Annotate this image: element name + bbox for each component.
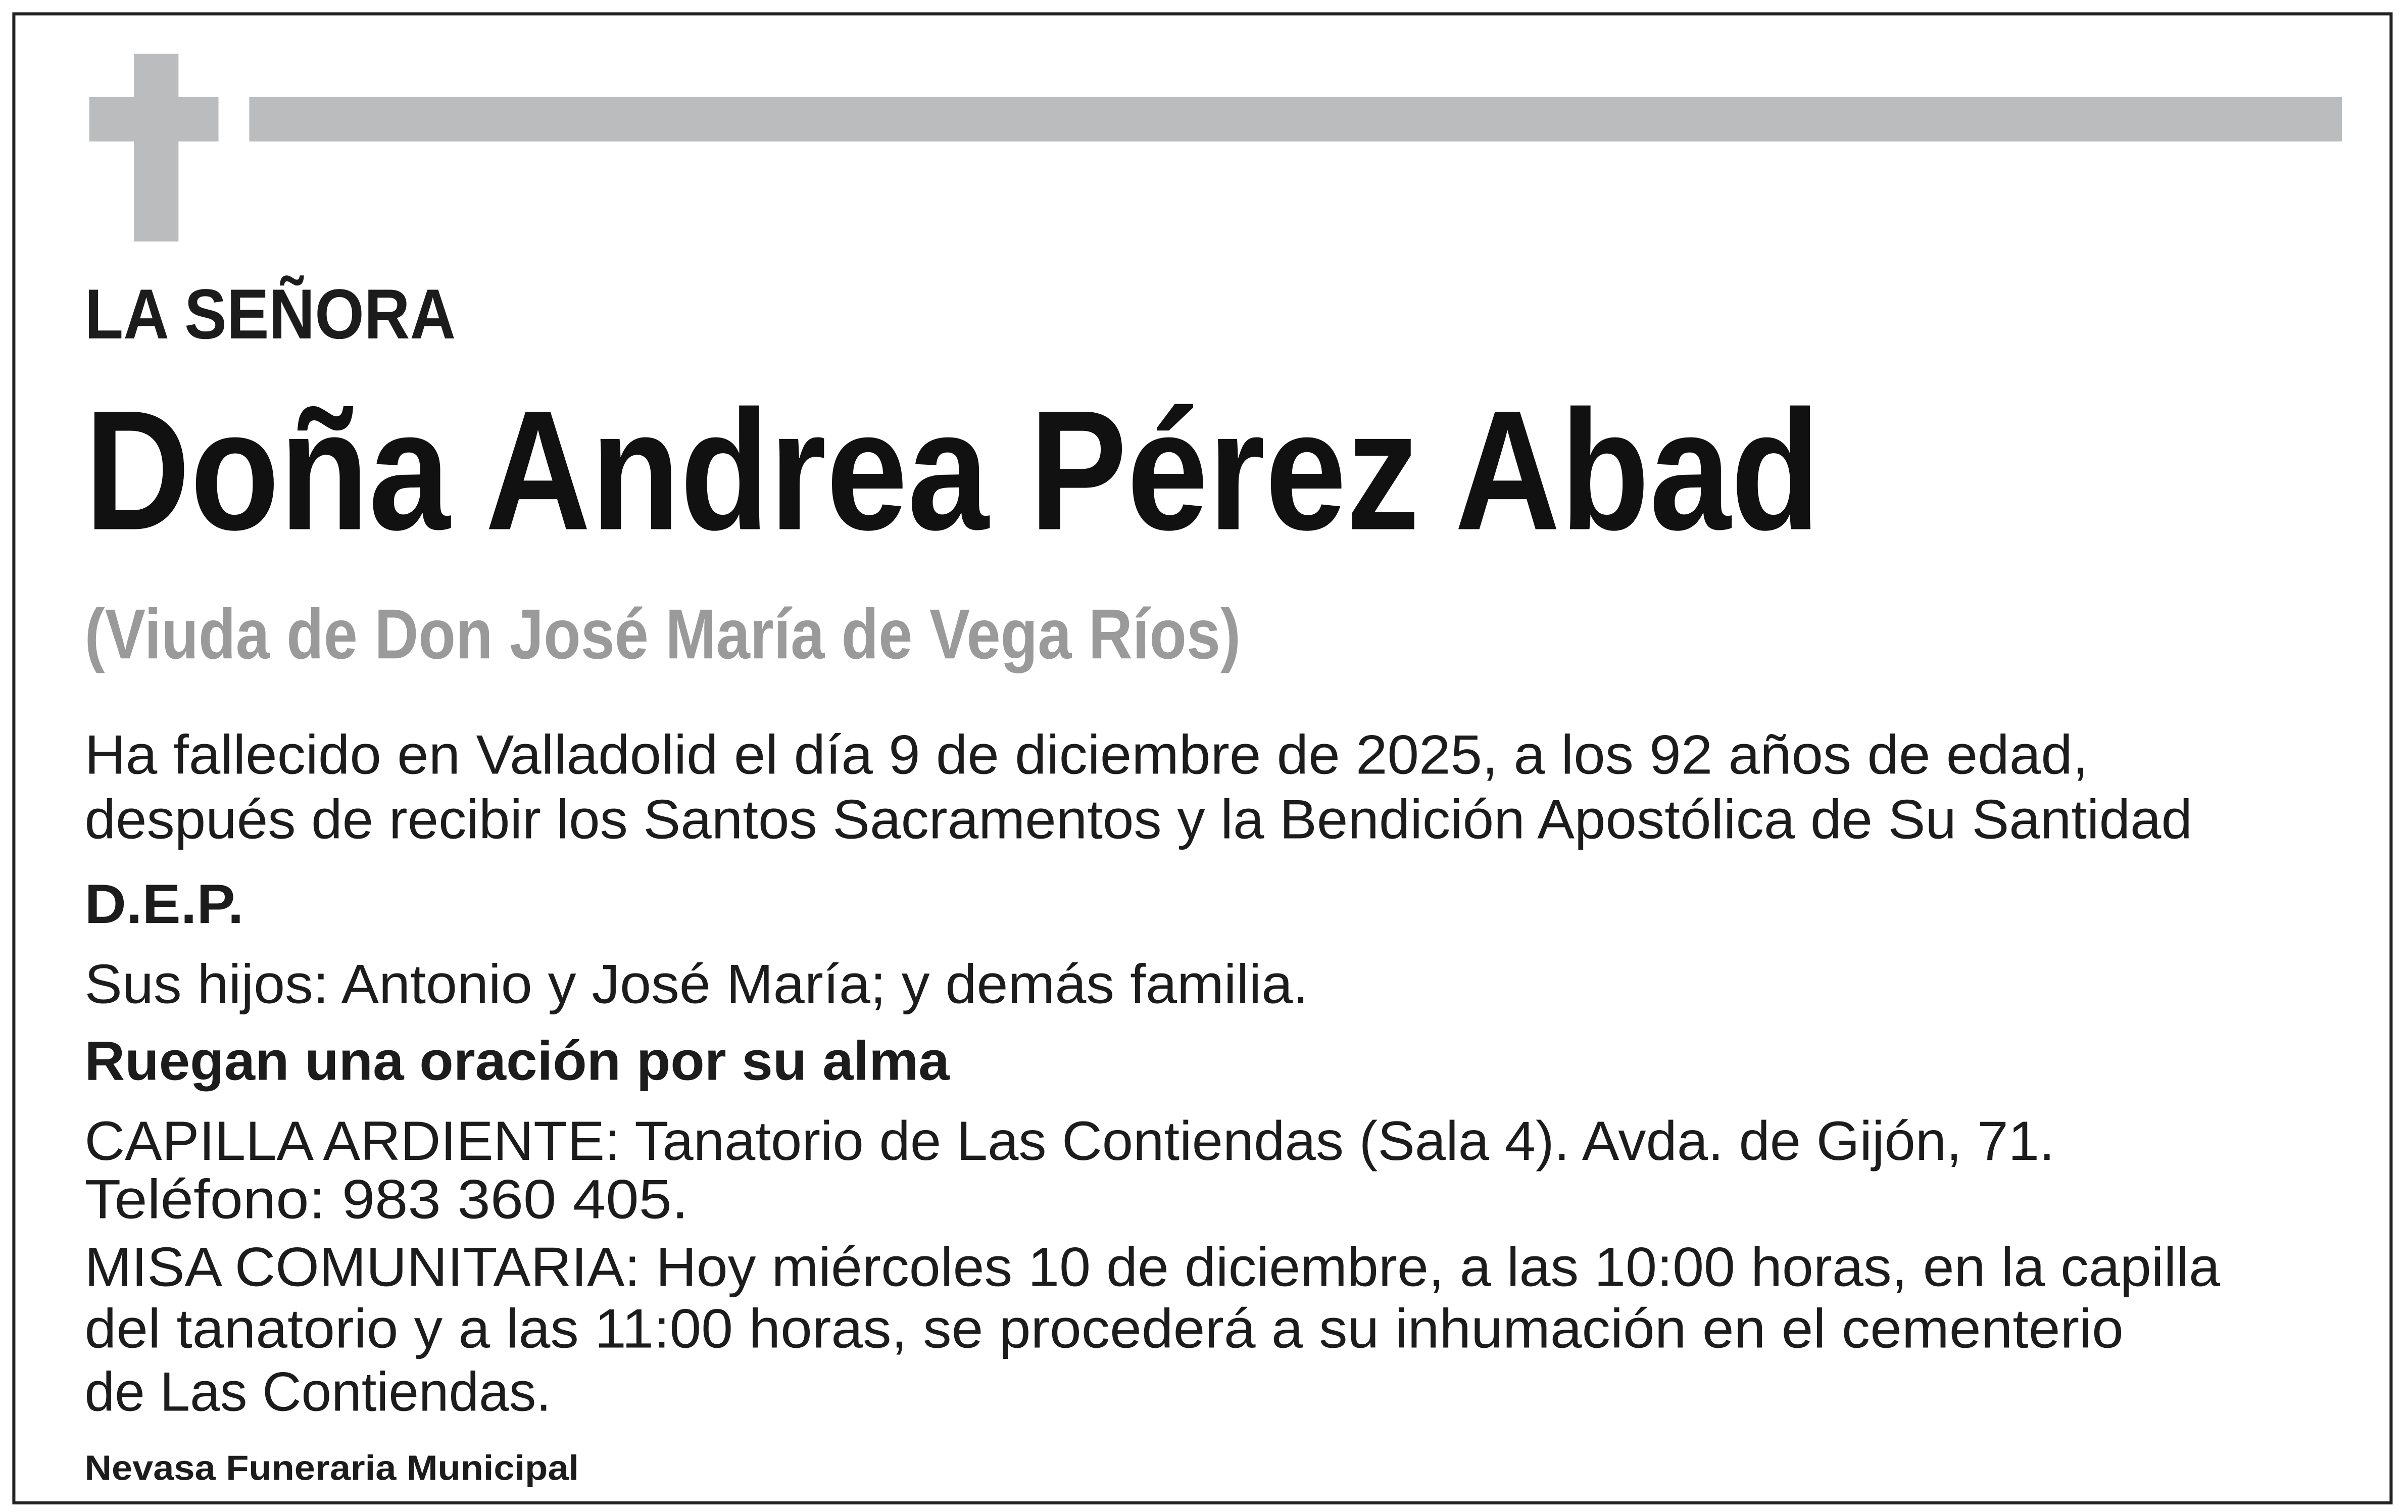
- detail-line: MISA COMUNITARIA: Hoy miércoles 10 de diciembre, a las 10:00 horas, en la capilla: [84, 1234, 2221, 1298]
- detail-line: CAPILLA ARDIENTE: Tanatorio de Las Contiendas (Sala 4). Avda. de Gijón, 71.: [84, 1108, 2055, 1172]
- prayer-request: Ruegan una oración por su alma: [84, 1028, 950, 1092]
- death-line: después de recibir los Santos Sacramentos y la Bendición Apostólica de Su Santidad: [84, 787, 2193, 850]
- funeral-home: Nevasa Funeraria Municipal: [84, 1446, 579, 1487]
- detail-line: de Las Contiendas.: [84, 1359, 552, 1423]
- detail-line: Teléfono: 983 360 405.: [84, 1166, 689, 1230]
- family-line: Sus hijos: Antonio y José María; y demás familia.: [84, 951, 1309, 1015]
- subtitle-widow-of: (Viuda de Don José María de Vega Ríos): [84, 594, 1241, 674]
- header-rule: [249, 97, 2342, 141]
- dep-label: D.E.P.: [84, 871, 244, 935]
- title-prefix: LA SEÑORA: [84, 274, 456, 354]
- detail-line: del tanatorio y a las 11:00 horas, se procederá a su inhumación en el cementerio: [84, 1296, 2124, 1359]
- death-line: Ha fallecido en Valladolid el día 9 de diciembre de 2025, a los 92 años de edad,: [84, 722, 2089, 786]
- deceased-name: Doña Andrea Pérez Abad: [84, 375, 1821, 566]
